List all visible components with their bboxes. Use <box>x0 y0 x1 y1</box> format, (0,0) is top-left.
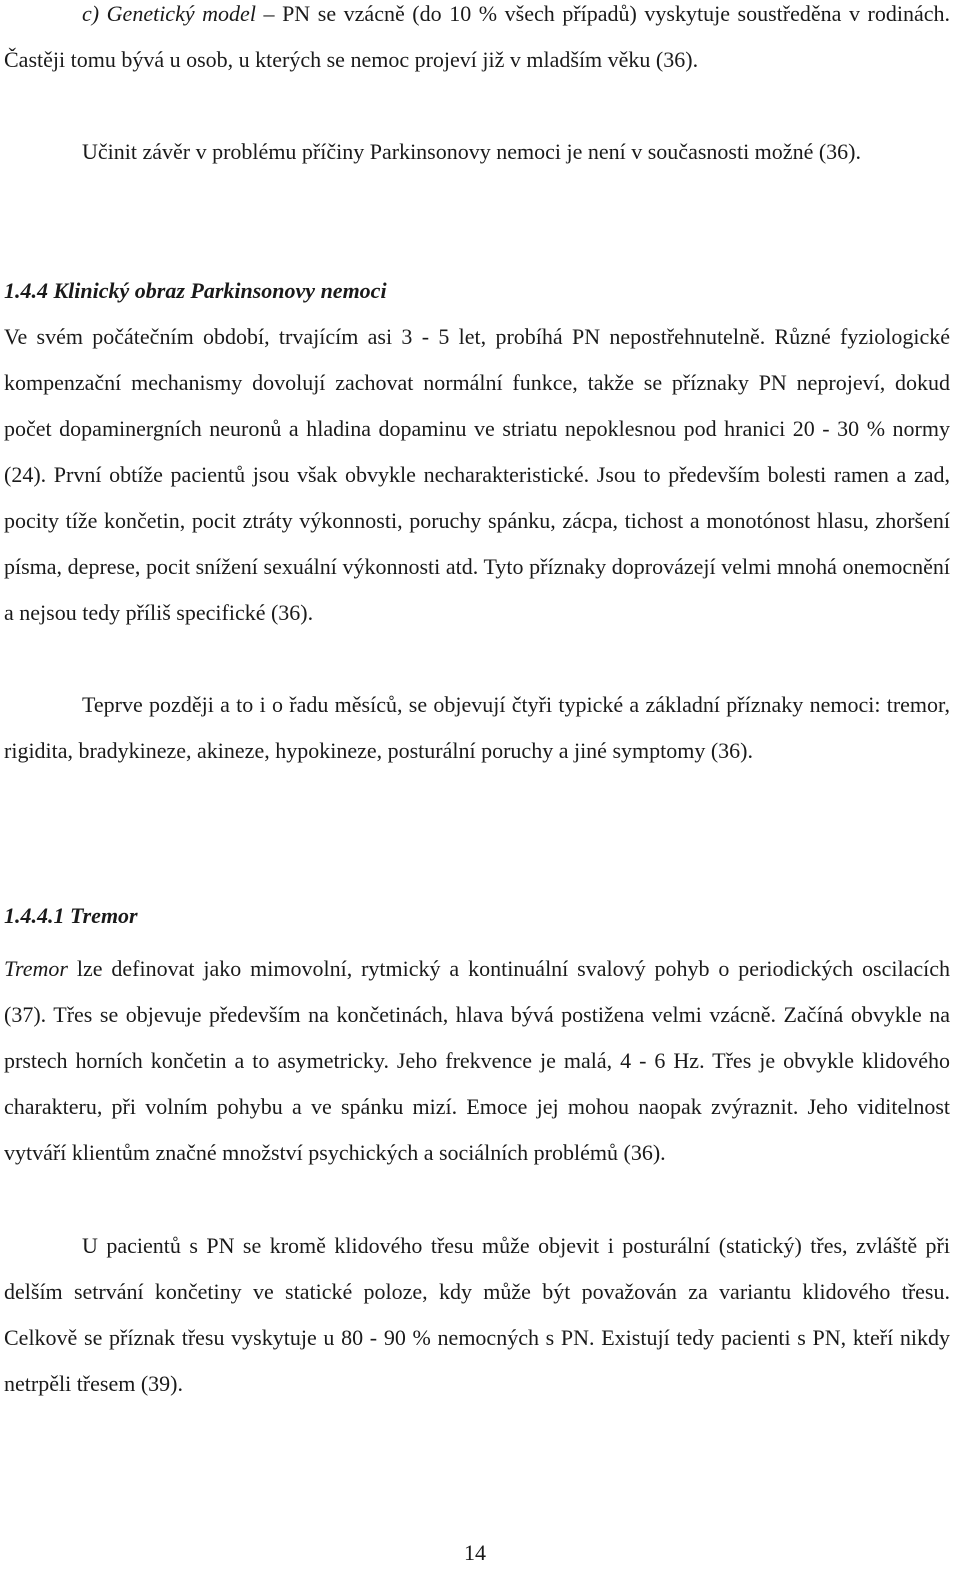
paragraph-conclusion: Učinit závěr v problému příčiny Parkinsonovy nemoci je není v současnosti možné (36). <box>82 139 861 164</box>
page-number: 14 <box>464 1540 486 1565</box>
genetic-model-text: – PN se vzácně (do 10 % všech případů) vyskytuje soustředěna v rodinách. Častěji tomu bývá u osob, u kterých se nemoc projeví již v mladším věku (36). <box>4 1 950 72</box>
section-heading-1-4-4-1: 1.4.4.1 Tremor <box>4 903 138 928</box>
genetic-model-label: c) Genetický model <box>82 1 256 26</box>
paragraph-clinical-1: Ve svém počátečním období, trvajícím asi 3 - 5 let, probíhá PN nepostřehnutelně. Různé fyziologické kompenzační mechanismy dovolují zachovat normální funkce, takže se příznaky PN neprojeví, dokud počet dopaminergních neuronů a hladina dopaminu ve striatu nepoklesnou pod hranici 20 - 30 % normy (24). První obtíže pacientů jsou však obvykle necharakteristické. Jsou to především bolesti ramen a zad, pocity tíže končetin, pocit ztráty výkonnosti, poruchy spánku, zácpa, tichost a monotónost hlasu, zhoršení písma, deprese, pocit snížení sexuální výkonnosti atd. Tyto příznaky doprovázejí velmi mnohá onemocnění a nejsou tedy příliš specifické (36). <box>4 324 950 625</box>
tremor-term: Tremor <box>4 956 68 981</box>
paragraph-tremor-2: U pacientů s PN se kromě klidového třesu může objevit i posturální (statický) třes, zvláště při delším setrvání končetiny ve statické poloze, kdy může být považován za variantu klidového třesu. Celkově se příznak třesu vyskytuje u 80 - 90 % nemocných s PN. Existují tedy pacienti s PN, kteří nikdy netrpěli třesem (39). <box>4 1233 950 1396</box>
section-heading-1-4-4: 1.4.4 Klinický obraz Parkinsonovy nemoci <box>4 278 387 303</box>
tremor-text: lze definovat jako mimovolní, rytmický a kontinuální svalový pohyb o periodických oscilacích (37). Třes se objevuje především na končetinách, hlava bývá postižena velmi vzácně. Začíná obvykle na prstech horních končetin a to asymetricky. Jeho frekvence je malá, 4 - 6 Hz. Třes je obvykle klidového charakteru, při volním pohybu a ve spánku mizí. Emoce jej mohou naopak zvýraznit. Jeho viditelnost vytváří klientům značné množství psychických a sociálních problémů (36). <box>4 956 950 1165</box>
paragraph-genetic-model <box>4 0 950 83</box>
paragraph-tremor-1 <box>4 946 950 1176</box>
paragraph-clinical-2: Teprve později a to i o řadu měsíců, se objevují čtyři typické a základní příznaky nemoci: tremor, rigidita, bradykineze, akineze, hypokineze, posturální poruchy a jiné symptomy (36). <box>4 692 950 763</box>
